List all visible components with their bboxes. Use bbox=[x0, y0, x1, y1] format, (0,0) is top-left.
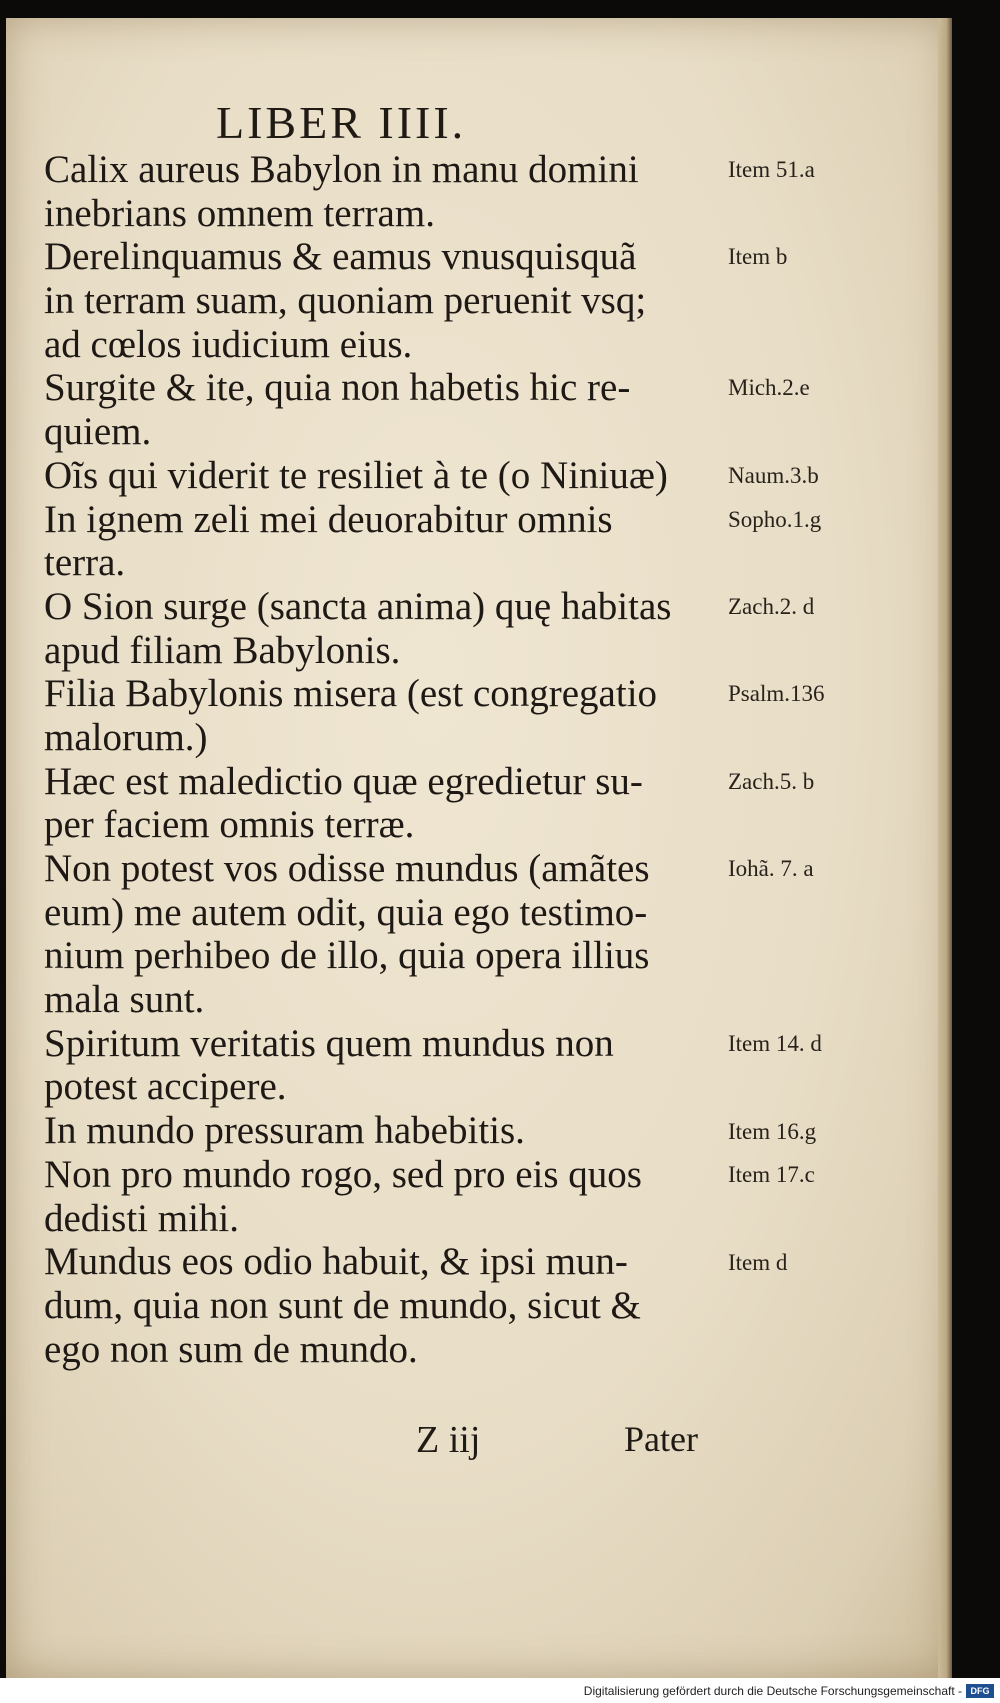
text-line: In mundo pressuram habebitis. bbox=[44, 1109, 525, 1153]
running-head: LIBER IIII. bbox=[216, 97, 467, 148]
text-line: Non pro mundo rogo, sed pro eis quos bbox=[44, 1152, 642, 1196]
margin-note: Iohã. 7. a bbox=[728, 856, 814, 881]
dfg-logo: DFG bbox=[966, 1684, 994, 1698]
margin-note: Naum.3.b bbox=[728, 463, 819, 488]
text-line: Mundus eos odio habuit, & ipsi mun- bbox=[44, 1240, 628, 1284]
book-page bbox=[6, 18, 950, 1678]
margin-note: Item 17.c bbox=[728, 1162, 815, 1187]
text-line: inebrians omnem terram. bbox=[44, 191, 435, 235]
text-line: quiem. bbox=[44, 410, 152, 454]
text-line: Calix aureus Babylon in manu domini bbox=[44, 148, 639, 191]
margin-note: Item d bbox=[728, 1250, 788, 1275]
margin-note: Mich.2.e bbox=[728, 375, 810, 400]
footer-credit: Digitalisierung gefördert durch die Deutsche Forschungsgemeinschaft - bbox=[583, 1684, 962, 1698]
text-line: apud filiam Babylonis. bbox=[44, 628, 401, 672]
text-line: Filia Babylonis misera (est congregatio bbox=[44, 672, 658, 716]
margin-note: Psalm.136 bbox=[728, 681, 825, 706]
text-line: ad cœlos iudicium eius. bbox=[44, 322, 413, 366]
text-line: eum) me autem odit, quia ego testimo- bbox=[44, 890, 648, 934]
digitization-footer bbox=[0, 1678, 1000, 1703]
text-line: ego non sum de mundo. bbox=[44, 1327, 418, 1371]
margin-note: Item 16.g bbox=[728, 1119, 817, 1144]
text-line: mala sunt. bbox=[44, 978, 205, 1022]
text-line: In ignem zeli mei deuorabitur omnis bbox=[44, 497, 613, 541]
text-line: in terram suam, quoniam peruenit vsq; bbox=[44, 279, 647, 323]
text-line: terra. bbox=[44, 541, 126, 585]
margin-note: Item b bbox=[728, 244, 788, 269]
text-line: Non potest vos odisse mundus (amãtes bbox=[44, 847, 650, 890]
text-line: dum, quia non sunt de mundo, sicut & bbox=[44, 1283, 641, 1327]
text-line: Derelinquamus & eamus vnusquisquã bbox=[44, 235, 637, 279]
text-line: Spiritum veritatis quem mundus non bbox=[44, 1021, 614, 1065]
signature-mark: Z iij bbox=[416, 1419, 481, 1461]
text-line: Oĩs qui viderit te resiliet à te (o Niniuæ) bbox=[44, 453, 668, 497]
margin-note: Zach.5. b bbox=[728, 769, 815, 794]
main-text-block bbox=[44, 148, 704, 1371]
margin-note: Sopho.1.g bbox=[728, 507, 822, 532]
text-line: Surgite & ite, quia non habetis hic re- bbox=[44, 366, 631, 410]
margin-note: Zach.2. d bbox=[728, 594, 815, 619]
text-line: O Sion surge (sancta anima) quę habitas bbox=[44, 584, 672, 628]
text-line: potest accipere. bbox=[44, 1065, 287, 1109]
catchword: Pater bbox=[624, 1419, 698, 1459]
page-edge-shadow bbox=[938, 18, 952, 1678]
text-line: Hæc est maledictio quæ egredietur su- bbox=[44, 759, 643, 803]
margin-note: Item 51.a bbox=[728, 157, 815, 182]
margin-note: Item 14. d bbox=[728, 1031, 822, 1056]
text-line: dedisti mihi. bbox=[44, 1196, 239, 1240]
text-line: malorum.) bbox=[44, 715, 208, 759]
text-line: nium perhibeo de illo, quia opera illius bbox=[44, 934, 650, 978]
text-line: per faciem omnis terræ. bbox=[44, 803, 415, 847]
